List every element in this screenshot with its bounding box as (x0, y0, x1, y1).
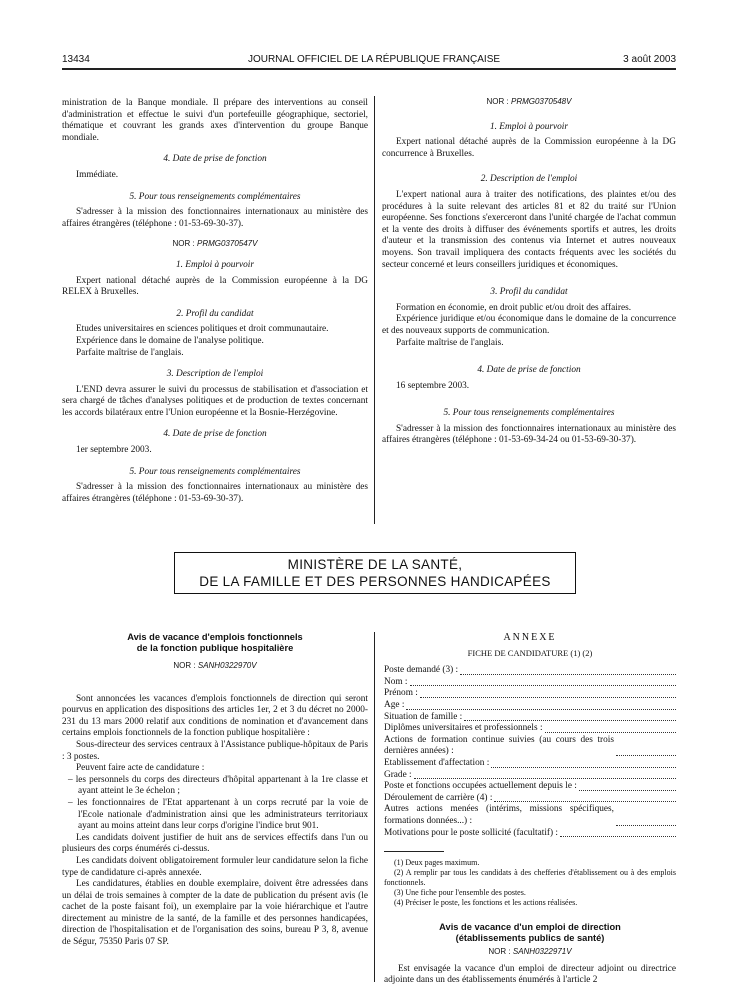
form-field (384, 723, 676, 735)
section-heading: 1. Emploi à pourvoir (490, 121, 568, 132)
section-heading: 4. Date de prise de fonction (163, 429, 267, 440)
paragraph: S'adresser à la mission des fonctionnaires internationaux au ministère des affaires étrangères (téléphone : 01-53-69-30-37). (62, 207, 368, 229)
annexe-heading: ANNEXE (503, 632, 557, 643)
left-column-top (62, 98, 368, 505)
section-heading: 5. Pour tous renseignements complémentaires (129, 466, 301, 477)
form-field-label: Actions de formation continue suivies (au cours des trois dernières années) : (384, 734, 614, 757)
paragraph: Parfaite maîtrise de l'anglais. (76, 347, 184, 358)
form-field-label: Diplômes universitaires et professionnels : (384, 723, 543, 734)
page-number: 13434 (62, 54, 90, 65)
section-heading: 2. Description de l'emploi (480, 174, 578, 185)
candidature-form (384, 665, 676, 839)
paragraph: Les candidats doivent obligatoirement formuler leur candidature selon la fiche type de candidature ci-après annexée. (62, 855, 368, 878)
form-field (384, 677, 676, 689)
form-field-dotted-line (494, 793, 676, 802)
paragraph: L'END devra assurer le suivi du processus de stabilisation et d'association et sera chargé de tâches d'analyses politiques et de production de textes concernant les accords bilatéraux entre l'Union européenne et la Bosnie-Herzégovine. (62, 384, 368, 418)
form-field-label: Autres actions menées (intérims, missions spécifiques, formations données...) : (384, 804, 614, 826)
section-heading: 1. Emploi à pourvoir (176, 259, 254, 270)
nor-label: NOR : (486, 97, 511, 106)
form-field (384, 793, 676, 805)
form-field-dotted-line (420, 689, 676, 698)
form-field (384, 770, 676, 782)
footnote-rule (384, 851, 444, 852)
notice-title-line-1: Avis de vacance d'un emploi de direction (439, 922, 621, 933)
form-field-dotted-line (579, 782, 676, 791)
form-field (384, 804, 676, 827)
nor-code: PRMG0370548V (510, 97, 572, 106)
column-divider-bottom (374, 632, 375, 982)
form-field (384, 665, 676, 677)
paragraph: 1er septembre 2003. (76, 445, 152, 456)
journal-title: JOURNAL OFFICIEL DE LA RÉPUBLIQUE FRANÇAISE (247, 54, 501, 65)
nor-reference (62, 660, 368, 672)
header-rule (62, 68, 676, 70)
form-field (384, 758, 676, 770)
form-field-dotted-line (560, 828, 676, 837)
nor-code: PRMG0370547V (196, 239, 258, 249)
nor-reference (62, 238, 368, 250)
form-field-dotted-line (414, 770, 676, 779)
left-column-bottom (62, 632, 368, 949)
paragraph: Expérience dans le domaine de l'analyse politique. (76, 335, 264, 346)
form-field-label: Prénom : (384, 688, 418, 699)
paragraph: Les candidatures, établies en double exemplaire, doivent être adressées dans un délai de trois semaines à compter de la date de publication du présent avis (le cachet de la poste faisant foi), un exemplaire par la voie hiérarchique et l'autre directement au ministre de la santé, de la famille et des personnes handicapées, direction de l'hospitalisation et de l'organisation des soins, bureau P 3, 8, avenue de Ségur, 75350 Paris 07 SP. (62, 879, 368, 948)
ministry-line-2: DE LA FAMILLE ET DES PERSONNES HANDICAPÉES (199, 574, 551, 589)
footnote: (4) Préciser le poste, les fonctions et les actions réalisées. (394, 898, 578, 908)
notice-title-line-2: de la fonction publique hospitalière (136, 643, 294, 653)
publication-date: 3 août 2003 (623, 54, 676, 65)
paragraph: Peuvent faire acte de candidature : (76, 763, 205, 774)
paragraph: Immédiate. (76, 169, 119, 180)
paragraph: Sous-directeur des services centraux à l'Assistance publique-hôpitaux de Paris : 3 postes. (62, 739, 368, 762)
form-field-label: Poste demandé (3) : (384, 665, 459, 676)
list-item: – les fonctionnaires de l'Etat appartenant à un corps recruté par la voie de l'Ecole nationale d'administration ainsi que les administrateurs territoriaux ayant au moins atteint dans leur corps d'origine l'indice brut 901. (68, 797, 368, 832)
paragraph: Expérience juridique et/ou économique dans le domaine de la concurrence et des nouveaux supports de communication. (382, 314, 676, 336)
nor-code: SANH0322971V (512, 947, 572, 957)
form-field-label: Age : (384, 699, 405, 710)
paragraph: Les candidats doivent justifier de huit ans de services effectifs dans l'un ou plusieurs des corps énumérés ci-dessus. (62, 832, 368, 855)
footnote: (2) A remplir par tous les candidats à des chefferies d'établissement ou à des emplois fonctionnels. (384, 868, 676, 888)
form-field-dotted-line (460, 666, 676, 675)
form-field (384, 735, 676, 758)
form-field-label: Motivations pour le poste sollicité (facultatif) : (384, 827, 559, 838)
paragraph: Sont annoncées les vacances d'emplois fonctionnels de direction qui seront pourvus en application des dispositions des articles 1er, 2 et 3 du décret no 2000-231 du 13 mars 2000 relatif aux conditions de nomination et d'avancement dans certains emplois fonctionnels de la fonction publique hospitalière : (62, 693, 368, 739)
section-heading: 2. Profil du candidat (176, 308, 254, 319)
nor-label: NOR : (172, 239, 197, 249)
ministry-banner (174, 552, 576, 594)
right-column-bottom (384, 632, 676, 987)
paragraph: S'adresser à la mission des fonctionnaires internationaux au ministère des affaires étrangères (téléphone : 01-53-69-30-37). (62, 482, 368, 504)
paragraph: Parfaite maîtrise de l'anglais. (396, 337, 504, 348)
footnote: (3) Une fiche pour l'ensemble des postes. (394, 888, 526, 898)
paragraph: Expert national détaché auprès de la Commission européenne à la DG RELEX à Bruxelles. (62, 275, 368, 298)
form-field (384, 688, 676, 700)
paragraph: Expert national détaché auprès de la Commission européenne à la DG concurrence à Bruxelles. (382, 137, 676, 159)
footnotes (384, 858, 676, 908)
footnote: (1) Deux pages maximum. (394, 858, 480, 868)
form-field (384, 700, 676, 712)
form-field-dotted-line (410, 677, 676, 686)
notice-title-line-2: (établissements publics de santé) (455, 933, 605, 944)
form-field-dotted-line (545, 724, 676, 733)
form-field-dotted-line (616, 747, 676, 756)
column-divider-top (374, 96, 375, 524)
paragraph: 16 septembre 2003. (396, 380, 470, 391)
paragraph: S'adresser à la mission des fonctionnaires internationaux au ministère des affaires étrangères (téléphone : 01-53-69-34-24 ou 01-53-69-30-37). (382, 423, 676, 446)
nor-code: SANH0322970V (197, 661, 257, 670)
notice-title-line-1: Avis de vacance d'emplois fonctionnels (127, 632, 303, 642)
nor-reference (384, 946, 676, 958)
form-title: FICHE DE CANDIDATURE (1) (2) (467, 647, 593, 658)
form-field-dotted-line (616, 817, 676, 826)
right-column-top (382, 96, 676, 447)
paragraph: L'expert national aura à traiter des notifications, des plaintes et/ou des procédures à la suite relevant des articles 81 et 82 du traité sur l'Union européenne. Ses fonctions s'exerceront dans l'unité chargée de l'achat commun et la vente des droits à diffuser des événements sportifs et autres, les droits d'auteur et la transmission des contenus via Internet et autres nouveaux moyens. Son travail impliquera des contacts fréquents avec les sociétés du secteur concerné et leurs conseillers juridiques et économiques. (382, 189, 676, 270)
paragraph: Formation en économie, en droit public et/ou droit des affaires. (396, 302, 632, 313)
paragraph: Est envisagée la vacance d'un emploi de directeur adjoint ou directrice adjointe dans un des établissements énumérés à l'article 2 (384, 963, 676, 986)
form-field-dotted-line (406, 701, 676, 710)
section-heading: 4. Date de prise de fonction (477, 365, 581, 376)
form-field-dotted-line (464, 712, 676, 721)
section-heading: 5. Pour tous renseignements complémentaires (443, 408, 615, 419)
section-heading: 3. Profil du candidat (490, 287, 568, 298)
form-field-label: Etablissement d'affectation : (384, 757, 490, 768)
form-field-label: Poste et fonctions occupées actuellement depuis le : (384, 781, 577, 792)
form-field-label: Déroulement de carrière (4) : (384, 792, 493, 803)
ministry-line-1: MINISTÈRE DE LA SANTÉ, (287, 557, 463, 572)
paragraph: Etudes universitaires en sciences politiques et droit communautaire. (76, 324, 329, 335)
form-field-dotted-line (491, 759, 676, 768)
nor-label: NOR : (173, 661, 198, 670)
paragraph: ministration de la Banque mondiale. Il prépare des interventions au conseil d'administration et effectue le suivi d'un portefeuille géographique, sectoriel, thématique et couvrant les grands axes d'intervention du groupe Banque mondiale. (62, 98, 368, 143)
form-field (384, 712, 676, 724)
form-field (384, 781, 676, 793)
section-heading: 3. Description de l'emploi (166, 369, 264, 380)
list-item: – les personnels du corps des directeurs d'hôpital appartenant à la 1re classe et ayant atteint le 3e échelon ; (68, 774, 368, 797)
form-field-label: Situation de famille : (384, 711, 463, 722)
form-field-label: Grade : (384, 769, 412, 780)
form-field (384, 828, 676, 840)
nor-label: NOR : (488, 947, 513, 957)
nor-reference (382, 96, 676, 108)
section-heading: 4. Date de prise de fonction (163, 154, 267, 165)
form-field-label: Nom : (384, 676, 408, 687)
section-heading: 5. Pour tous renseignements complémentaires (129, 191, 301, 202)
